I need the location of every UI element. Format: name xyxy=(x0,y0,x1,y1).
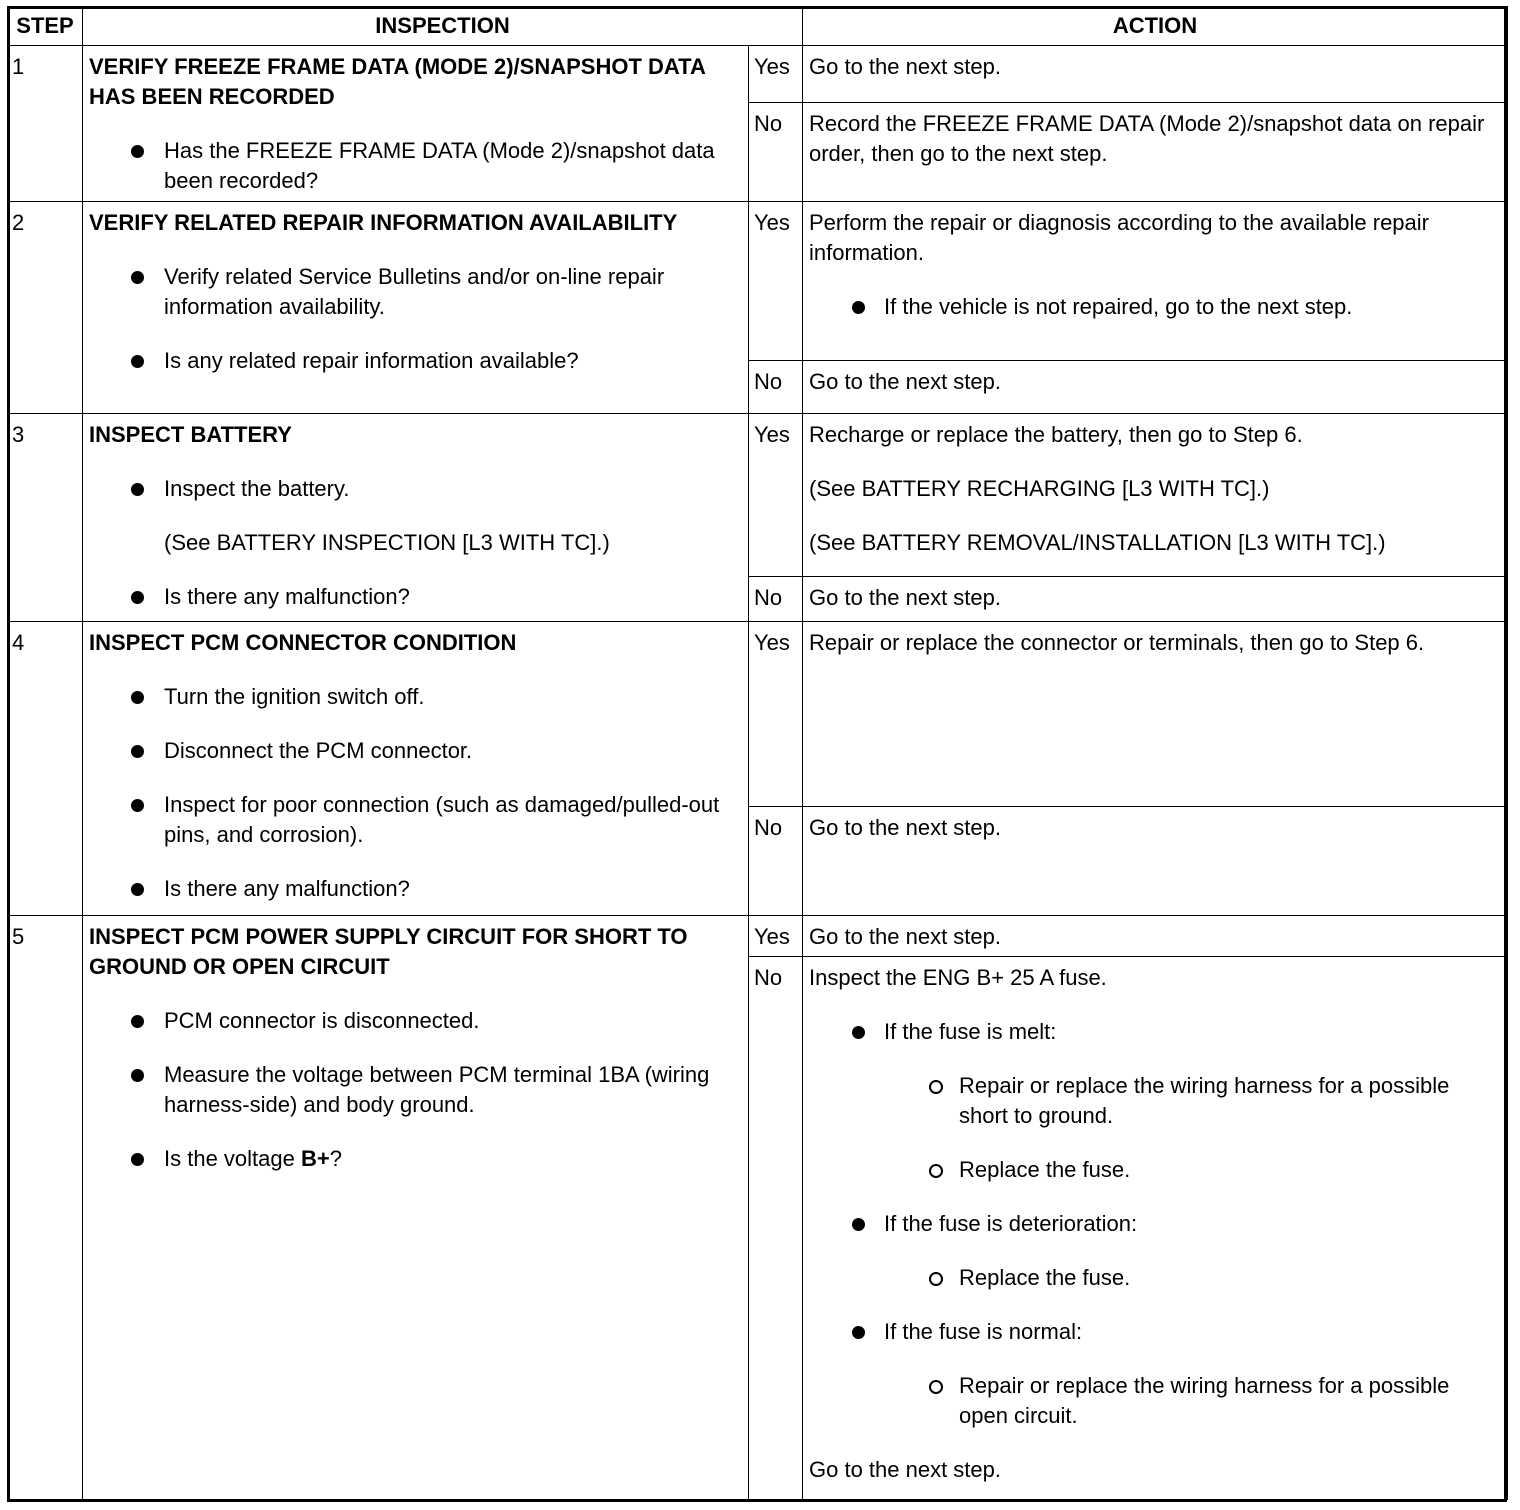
no-action xyxy=(803,957,1508,1500)
step-number: 5 xyxy=(8,916,83,1500)
bullet-value: B+ xyxy=(300,1146,330,1171)
inspection-bullet: Disconnect the PCM connector. xyxy=(89,736,742,766)
action-bullet: If the vehicle is not repaired, go to the next step. xyxy=(809,292,1501,322)
action-sub-bullet: Repair or replace the wiring harness for a possible short to ground. xyxy=(809,1071,1501,1131)
step-number: 3 xyxy=(8,414,83,622)
inspection-bullet: Inspect the battery. xyxy=(89,474,742,504)
action-reference: (See BATTERY REMOVAL/INSTALLATION [L3 WITH TC].) xyxy=(809,530,1386,555)
yes-label: Yes xyxy=(749,46,803,103)
no-label: No xyxy=(749,103,803,202)
step-2-inspection xyxy=(83,202,749,414)
header-inspection: INSPECTION xyxy=(83,7,803,46)
yes-action: Go to the next step. xyxy=(803,46,1508,103)
step-5-yes-row xyxy=(8,916,1508,957)
step-2-yes-row xyxy=(8,202,1508,361)
inspection-reference: (See BATTERY INSPECTION [L3 WITH TC].) xyxy=(164,530,610,555)
bullet-text: Is the voltage xyxy=(164,1146,301,1171)
step-4-yes-row xyxy=(8,622,1508,807)
yes-label: Yes xyxy=(749,916,803,957)
no-label: No xyxy=(749,361,803,414)
step-number: 4 xyxy=(8,622,83,916)
no-action: Record the FREEZE FRAME DATA (Mode 2)/snapshot data on repair order, then go to the next step. xyxy=(803,103,1508,202)
step-title: INSPECT PCM POWER SUPPLY CIRCUIT FOR SHORT TO GROUND OR OPEN CIRCUIT xyxy=(89,924,688,979)
header-step: STEP xyxy=(8,7,83,46)
yes-action-text: Recharge or replace the battery, then go to Step 6. xyxy=(809,422,1303,447)
no-action: Go to the next step. xyxy=(803,807,1508,916)
yes-action: Go to the next step. xyxy=(803,916,1508,957)
step-title: VERIFY FREEZE FRAME DATA (MODE 2)/SNAPSHOT DATA HAS BEEN RECORDED xyxy=(89,54,706,109)
no-action: Go to the next step. xyxy=(803,361,1508,414)
bullet-text: ? xyxy=(329,1146,342,1171)
inspection-bullet xyxy=(89,1144,742,1174)
inspection-bullet: Verify related Service Bulletins and/or on-line repair information availability. xyxy=(89,262,742,322)
no-action-text: Inspect the ENG B+ 25 A fuse. xyxy=(809,965,1107,990)
inspection-bullet: Turn the ignition switch off. xyxy=(89,682,742,712)
no-label: No xyxy=(749,577,803,622)
step-5-inspection xyxy=(83,916,749,1500)
step-number: 2 xyxy=(8,202,83,414)
step-title: INSPECT PCM CONNECTOR CONDITION xyxy=(89,630,517,655)
action-bullet xyxy=(809,1317,1501,1431)
no-action-final: Go to the next step. xyxy=(809,1457,1002,1482)
inspection-bullet: Is there any malfunction? xyxy=(89,874,742,904)
case-label: If the fuse is normal: xyxy=(884,1319,1083,1344)
inspection-bullet: Is there any malfunction? xyxy=(89,582,742,612)
inspection-bullet: Is any related repair information available? xyxy=(89,346,742,376)
action-sub-bullet: Replace the fuse. xyxy=(809,1155,1501,1185)
step-title: VERIFY RELATED REPAIR INFORMATION AVAILABILITY xyxy=(89,210,678,235)
inspection-bullet: Measure the voltage between PCM terminal 1BA (wiring harness-side) and body ground. xyxy=(89,1060,742,1120)
inspection-bullet: Inspect for poor connection (such as damaged/pulled-out pins, and corrosion). xyxy=(89,790,742,850)
inspection-bullet: Has the FREEZE FRAME DATA (Mode 2)/snapshot data been recorded? xyxy=(89,136,742,196)
action-bullet xyxy=(809,1209,1501,1293)
yes-action-text: Perform the repair or diagnosis according to the available repair information. xyxy=(809,210,1429,265)
header-action: ACTION xyxy=(803,7,1508,46)
step-1-yes-row xyxy=(8,46,1508,103)
step-3-yes-row xyxy=(8,414,1508,577)
action-sub-bullet: Repair or replace the wiring harness for a possible open circuit. xyxy=(809,1371,1501,1431)
yes-action: Repair or replace the connector or terminals, then go to Step 6. xyxy=(803,622,1508,807)
step-1-inspection xyxy=(83,46,749,202)
step-title: INSPECT BATTERY xyxy=(89,422,292,447)
step-4-inspection xyxy=(83,622,749,916)
action-reference: (See BATTERY RECHARGING [L3 WITH TC].) xyxy=(809,476,1270,501)
yes-label: Yes xyxy=(749,202,803,361)
case-label: If the fuse is deterioration: xyxy=(884,1211,1138,1236)
action-sub-bullet: Replace the fuse. xyxy=(809,1263,1501,1293)
action-bullet xyxy=(809,1017,1501,1185)
yes-label: Yes xyxy=(749,414,803,577)
yes-action xyxy=(803,202,1508,361)
no-label: No xyxy=(749,807,803,916)
no-action: Go to the next step. xyxy=(803,577,1508,622)
yes-label: Yes xyxy=(749,622,803,807)
step-3-inspection xyxy=(83,414,749,622)
diagnostic-table xyxy=(7,6,1508,1500)
step-number: 1 xyxy=(8,46,83,202)
no-label: No xyxy=(749,957,803,1500)
header-row xyxy=(8,7,1508,46)
inspection-bullet: PCM connector is disconnected. xyxy=(89,1006,742,1036)
yes-action xyxy=(803,414,1508,577)
case-label: If the fuse is melt: xyxy=(884,1019,1057,1044)
